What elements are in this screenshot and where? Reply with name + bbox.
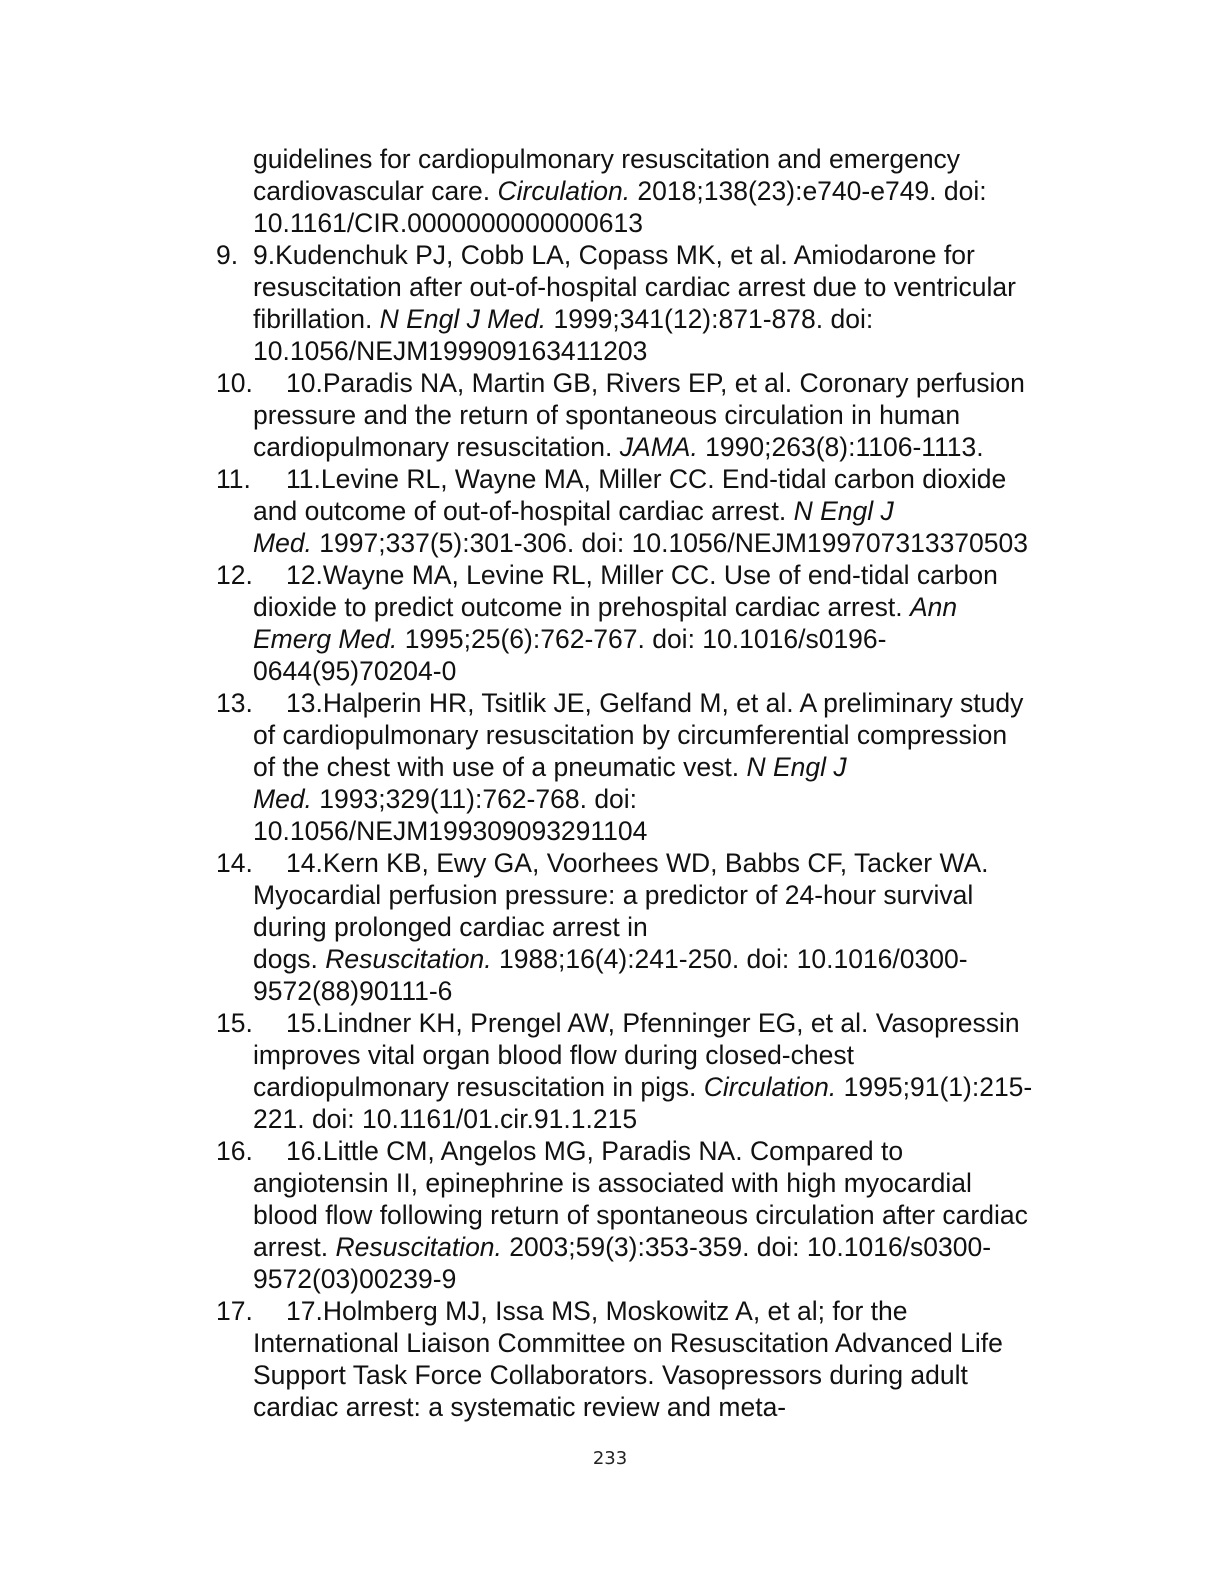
reference-line: [253, 1039, 1076, 1071]
journal-title: Circulation.: [703, 1072, 837, 1102]
reference-item: [216, 1135, 1076, 1295]
page-number: 233: [592, 1448, 628, 1469]
reference-line: [253, 271, 1076, 303]
reference-item: [216, 143, 1076, 239]
reference-text: [253, 239, 1076, 367]
reference-line: [253, 879, 1076, 911]
journal-title: N Engl J: [793, 496, 894, 526]
citation-text: cardiopulmonary resuscitation.: [253, 432, 620, 462]
reference-number: 15.: [216, 1008, 253, 1038]
reference-text: [253, 1007, 1076, 1135]
journal-title: N Engl J Med.: [379, 304, 547, 334]
citation-text: 14.Kern KB, Ewy GA, Voorhees WD, Babbs CF, Tacker WA.: [286, 848, 989, 878]
reference-item: [216, 367, 1076, 463]
reference-line: [253, 1391, 1076, 1423]
reference-text: [253, 847, 1076, 1007]
citation-text: 1993;329(11):762-768. doi:: [311, 784, 638, 814]
reference-line: [253, 463, 1076, 495]
citation-text: 1995;25(6):762-767. doi: 10.1016/s0196-: [397, 624, 887, 654]
citation-text: improves vital organ blood flow during closed-chest: [253, 1040, 854, 1070]
reference-line: [253, 591, 1076, 623]
citation-text: 1999;341(12):871-878. doi:: [546, 304, 874, 334]
reference-text: [253, 559, 1076, 687]
reference-list: [216, 143, 1076, 1423]
journal-title: Med.: [253, 528, 312, 558]
citation-text: International Liaison Committee on Resuscitation Advanced Life: [253, 1328, 1003, 1358]
citation-text: fibrillation.: [253, 304, 380, 334]
citation-text: 0644(95)70204-0: [253, 656, 457, 686]
citation-text: guidelines for cardiopulmonary resuscitation and emergency: [253, 144, 961, 174]
reference-line: [253, 207, 1076, 239]
citation-text: 2003;59(3):353-359. doi: 10.1016/s0300-: [501, 1232, 992, 1262]
citation-text: Myocardial perfusion pressure: a predictor of 24-hour survival: [253, 880, 974, 910]
citation-text: Support Task Force Collaborators. Vasopressors during adult: [253, 1360, 968, 1390]
reference-line: [253, 239, 1076, 271]
reference-line: [253, 1231, 1076, 1263]
reference-number: 17.: [216, 1296, 253, 1326]
citation-text: 1995;91(1):215-: [836, 1072, 1033, 1102]
journal-title: Resuscitation.: [325, 944, 492, 974]
reference-line: [253, 1103, 1076, 1135]
reference-text: [253, 1295, 1076, 1423]
reference-line: [253, 527, 1076, 559]
citation-text: 12.Wayne MA, Levine RL, Miller CC. Use of end-tidal carbon: [286, 560, 998, 590]
reference-line: [253, 303, 1076, 335]
citation-text: dogs.: [253, 944, 326, 974]
reference-item: [216, 559, 1076, 687]
reference-number: 14.: [216, 848, 253, 878]
reference-line: [253, 1295, 1076, 1327]
reference-item: [216, 687, 1076, 847]
citation-text: 16.Little CM, Angelos MG, Paradis NA. Compared to: [286, 1136, 904, 1166]
citation-text: 10.1161/CIR.0000000000000613: [253, 208, 643, 238]
citation-text: 9572(03)00239-9: [253, 1264, 457, 1294]
reference-line: [253, 687, 1076, 719]
reference-number: 13.: [216, 688, 253, 718]
citation-text: 1990;263(8):1106-1113.: [697, 432, 984, 462]
reference-text: [253, 143, 1076, 239]
citation-text: cardiopulmonary resuscitation in pigs.: [253, 1072, 704, 1102]
citation-text: 1988;16(4):241-250. doi: 10.1016/0300-: [491, 944, 968, 974]
citation-text: and outcome of out-of-hospital cardiac arrest.: [253, 496, 794, 526]
reference-line: [253, 911, 1076, 943]
reference-number: 16.: [216, 1136, 253, 1166]
reference-line: [253, 335, 1076, 367]
citation-text: dioxide to predict outcome in prehospital cardiac arrest.: [253, 592, 910, 622]
reference-line: [253, 1199, 1076, 1231]
reference-line: [253, 943, 1076, 975]
journal-title: Ann: [909, 592, 958, 622]
citation-text: 15.Lindner KH, Prengel AW, Pfenninger EG, et al. Vasopressin: [286, 1008, 1020, 1038]
reference-line: [253, 975, 1076, 1007]
reference-number: 10.: [216, 368, 253, 398]
reference-line: [253, 143, 1076, 175]
citation-text: 11.Levine RL, Wayne MA, Miller CC. End-tidal carbon dioxide: [286, 464, 1007, 494]
citation-text: 10.1056/NEJM199309093291104: [253, 816, 648, 846]
citation-text: arrest.: [253, 1232, 336, 1262]
reference-item: [216, 463, 1076, 559]
citation-text: of the chest with use of a pneumatic vest.: [253, 752, 747, 782]
reference-item: [216, 1007, 1076, 1135]
citation-text: 1997;337(5):301-306. doi: 10.1056/NEJM199707313370503: [311, 528, 1028, 558]
reference-line: [253, 719, 1076, 751]
reference-text: [253, 1135, 1076, 1295]
reference-line: [253, 1007, 1076, 1039]
reference-number: 9.: [216, 240, 239, 270]
reference-line: [253, 1327, 1076, 1359]
journal-title: Med.: [253, 784, 312, 814]
citation-text: resuscitation after out-of-hospital cardiac arrest due to ventricular: [253, 272, 1016, 302]
journal-title: JAMA.: [619, 432, 698, 462]
citation-text: angiotensin II, epinephrine is associated with high myocardial: [253, 1168, 972, 1198]
citation-text: cardiac arrest: a systematic review and meta-: [253, 1392, 787, 1422]
citation-text: 9572(88)90111-6: [253, 976, 453, 1006]
journal-title: Circulation.: [497, 176, 631, 206]
reference-line: [253, 495, 1076, 527]
journal-title: N Engl J: [746, 752, 847, 782]
citation-text: 9.Kudenchuk PJ, Cobb LA, Copass MK, et al. Amiodarone for: [253, 240, 975, 270]
reference-line: [253, 559, 1076, 591]
reference-item: [216, 1295, 1076, 1423]
reference-line: [253, 399, 1076, 431]
reference-text: [253, 463, 1076, 559]
reference-line: [253, 655, 1076, 687]
reference-item: [216, 847, 1076, 1007]
reference-line: [253, 1071, 1076, 1103]
citation-text: 10.1056/NEJM199909163411203: [253, 336, 648, 366]
citation-text: blood flow following return of spontaneous circulation after cardiac: [253, 1200, 1028, 1230]
journal-title: Resuscitation.: [335, 1232, 502, 1262]
reference-line: [253, 1135, 1076, 1167]
citation-text: 10.Paradis NA, Martin GB, Rivers EP, et al. Coronary perfusion: [286, 368, 1025, 398]
reference-line: [253, 1359, 1076, 1391]
citation-text: 2018;138(23):e740-e749. doi:: [630, 176, 987, 206]
reference-line: [253, 623, 1076, 655]
citation-text: 13.Halperin HR, Tsitlik JE, Gelfand M, et al. A preliminary study: [286, 688, 1024, 718]
reference-line: [253, 431, 1076, 463]
reference-line: [253, 783, 1076, 815]
reference-line: [253, 1167, 1076, 1199]
reference-line: [253, 175, 1076, 207]
reference-line: [253, 847, 1076, 879]
citation-text: pressure and the return of spontaneous circulation in human: [253, 400, 961, 430]
reference-number: 11.: [216, 464, 251, 494]
reference-line: [253, 1263, 1076, 1295]
reference-item: [216, 239, 1076, 367]
citation-text: 17.Holmberg MJ, Issa MS, Moskowitz A, et al; for the: [286, 1296, 908, 1326]
reference-text: [253, 687, 1076, 847]
reference-line: [253, 751, 1076, 783]
reference-line: [253, 815, 1076, 847]
journal-title: Emerg Med.: [253, 624, 398, 654]
reference-number: 12.: [216, 560, 253, 590]
citation-text: of cardiopulmonary resuscitation by circumferential compression: [253, 720, 1008, 750]
reference-text: [253, 367, 1076, 463]
citation-text: cardiovascular care.: [253, 176, 498, 206]
reference-line: [253, 367, 1076, 399]
citation-text: during prolonged cardiac arrest in: [253, 912, 648, 942]
citation-text: 221. doi: 10.1161/01.cir.91.1.215: [253, 1104, 638, 1134]
